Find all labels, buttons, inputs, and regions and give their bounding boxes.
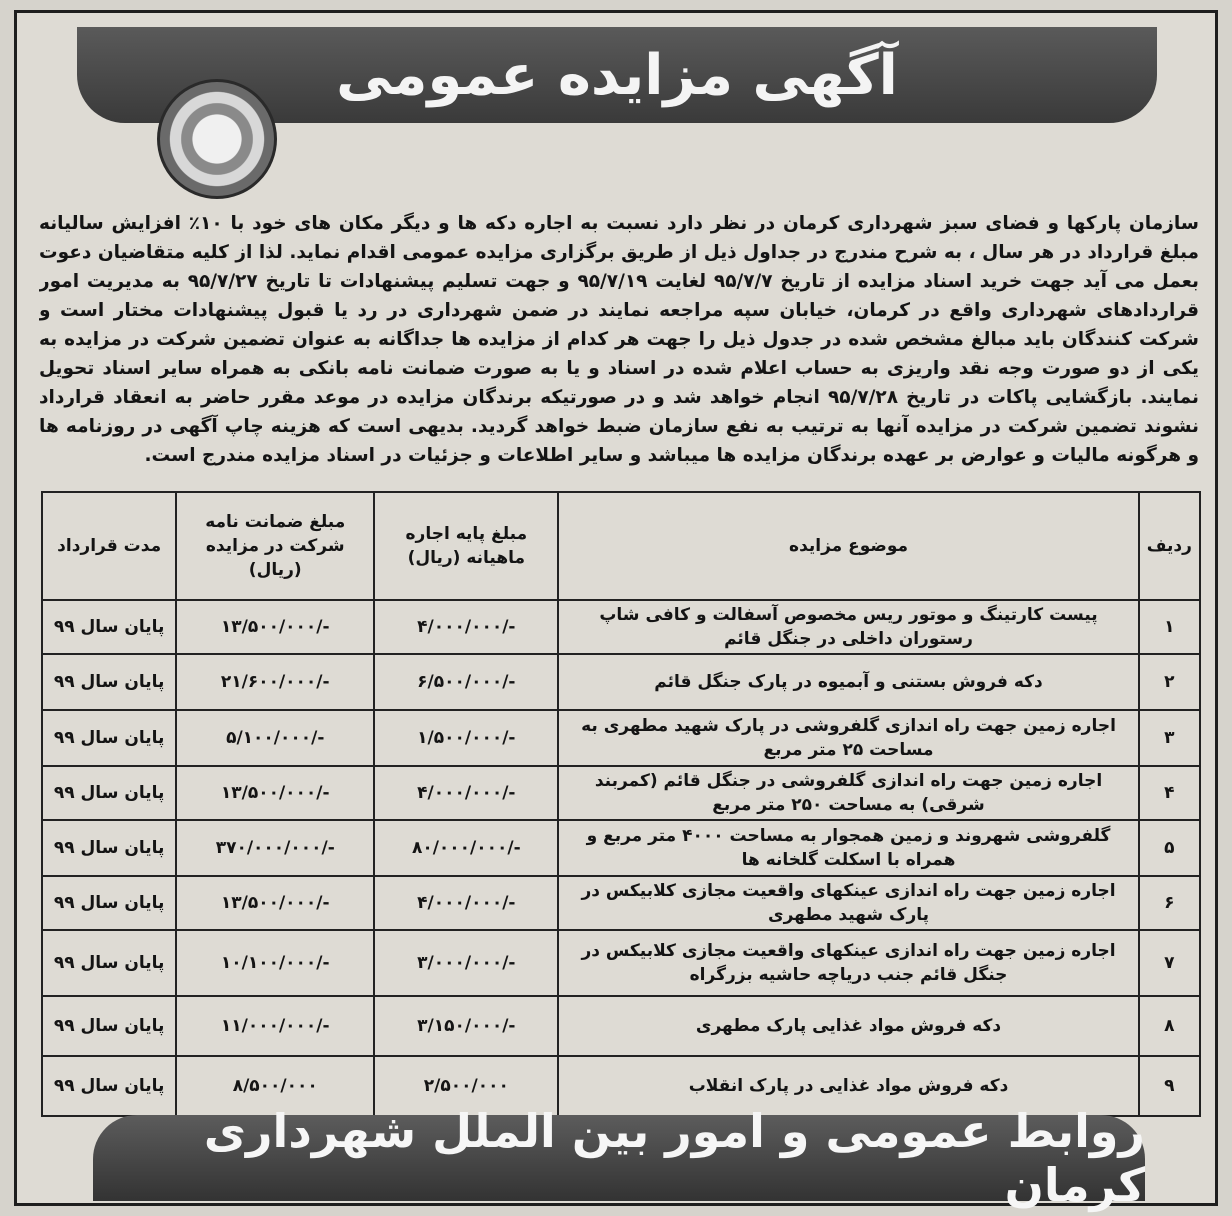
table-row — [42, 766, 1200, 820]
row-subject: اجاره زمین جهت راه اندازی گلفروشی در پارک شهید مطهری به مساحت ۲۵ متر مربع — [558, 710, 1138, 766]
ad-title: آگهی مزایده عمومی — [336, 42, 898, 108]
row-number: ۴ — [1139, 766, 1200, 820]
row-base-rent: ۳/۱۵۰/۰۰۰/- — [374, 996, 558, 1056]
row-guarantee: ۱۳/۵۰۰/۰۰۰/- — [176, 876, 374, 930]
table-row — [42, 654, 1200, 710]
row-duration: پایان سال ۹۹ — [42, 654, 176, 710]
row-guarantee: ۸/۵۰۰/۰۰۰ — [176, 1056, 374, 1116]
row-number: ۵ — [1139, 820, 1200, 876]
row-subject: اجاره زمین جهت راه اندازی عینکهای واقعیت مجازی کلابیکس در پارک شهید مطهری — [558, 876, 1138, 930]
row-duration: پایان سال ۹۹ — [42, 710, 176, 766]
table-header-row — [42, 492, 1200, 600]
row-guarantee: ۲۱/۶۰۰/۰۰۰/- — [176, 654, 374, 710]
row-guarantee: ۵/۱۰۰/۰۰۰/- — [176, 710, 374, 766]
header-duration: مدت قرارداد — [42, 492, 176, 600]
newspaper-ad — [14, 10, 1218, 1212]
row-duration: پایان سال ۹۹ — [42, 820, 176, 876]
table-row — [42, 930, 1200, 996]
header-row-number: ردیف — [1139, 492, 1200, 600]
row-number: ۱ — [1139, 600, 1200, 654]
table-row — [42, 876, 1200, 930]
row-base-rent: ۶/۵۰۰/۰۰۰/- — [374, 654, 558, 710]
row-duration: پایان سال ۹۹ — [42, 876, 176, 930]
row-number: ۳ — [1139, 710, 1200, 766]
row-duration: پایان سال ۹۹ — [42, 766, 176, 820]
row-base-rent: ۱/۵۰۰/۰۰۰/- — [374, 710, 558, 766]
header-subject: موضوع مزایده — [558, 492, 1138, 600]
row-subject: اجاره زمین جهت راه اندازی عینکهای واقعیت مجازی کلابیکس در جنگل قائم جنب دریاچه حاشیه بزرگراه — [558, 930, 1138, 996]
row-base-rent: ۲/۵۰۰/۰۰۰ — [374, 1056, 558, 1116]
municipality-logo-icon — [157, 79, 277, 199]
footer-organization: روابط عمومی و امور بین الملل شهرداری کرمان — [203, 1104, 1145, 1212]
header-base-rent: مبلغ پایه اجاره ماهیانه (ریال) — [374, 492, 558, 600]
table-row — [42, 600, 1200, 654]
row-subject: دکه فروش مواد غذایی در پارک انقلاب — [558, 1056, 1138, 1116]
row-guarantee: ۳۷۰/۰۰۰/۰۰۰/- — [176, 820, 374, 876]
header-guarantee: مبلغ ضمانت نامه شرکت در مزایده (ریال) — [176, 492, 374, 600]
ad-body-text: سازمان پارکها و فضای سبز شهرداری کرمان در نظر دارد نسبت به اجاره دکه ها و دیگر مکان های خود با ۱۰٪ افزایش سالیانه مبلغ قرارداد در هر سال ، به شرح مندرج در جداول ذیل از طریق برگزاری مزایده عمومی اقدام نماید. لذا از کلیه متقاضیان دعوت بعمل می آید جهت خرید اسناد مزایده از تاریخ ۹۵/۷/۷ لغایت ۹۵/۷/۱۹ و جهت تسلیم پیشنهادات تا تاریخ ۹۵/۷/۲۷ به مدیریت امور قراردادهای شهرداری واقع در کرمان، خیابان سپه مراجعه نمایند در ضمن شهرداری در رد یا قبول پیشنهادات مختار است و شرکت کنندگان باید مبالغ مشخص شده در جدول ذیل را جهت هر کدام از مزایده ها جداگانه به عنوان تضمین شرکت در مزایده به یکی از دو صورت وجه نقد واریزی به حساب اعلام شده در اسناد و یا به صورت ضمانت نامه بانکی به همراه سایر اسناد تحویل نمایند. بازگشایی پاکات در تاریخ ۹۵/۷/۲۸ انجام خواهد شد و در صورتیکه برندگان مزایده در موعد مقرر حاضر به انعقاد قرارداد نشوند تضمین شرکت در مزایده آنها به ترتیب به نفع سازمان ضبط خواهد گردید. بدیهی است که هزینه چاپ آگهی در روزنامه ها و هرگونه مالیات و عوارض بر عهده برندگان مزایده ها میباشد و سایر اطلاعات و جزئیات در اسناد مزایده مندرج است. — [39, 213, 1199, 466]
auction-table — [41, 491, 1201, 1117]
row-base-rent: ۸۰/۰۰۰/۰۰۰/- — [374, 820, 558, 876]
table-row — [42, 820, 1200, 876]
row-number: ۷ — [1139, 930, 1200, 996]
row-duration: پایان سال ۹۹ — [42, 600, 176, 654]
footer-banner — [93, 1104, 1145, 1212]
row-duration: پایان سال ۹۹ — [42, 930, 176, 996]
row-subject: پیست کارتینگ و موتور ریس مخصوص آسفالت و کافی شاپ رستوران داخلی در جنگل قائم — [558, 600, 1138, 654]
row-base-rent: ۴/۰۰۰/۰۰۰/- — [374, 876, 558, 930]
row-base-rent: ۴/۰۰۰/۰۰۰/- — [374, 600, 558, 654]
row-duration: پایان سال ۹۹ — [42, 996, 176, 1056]
row-subject: گلفروشی شهروند و زمین همجوار به مساحت ۴۰۰۰ متر مربع و همراه با اسکلت گلخانه ها — [558, 820, 1138, 876]
row-guarantee: ۱۳/۵۰۰/۰۰۰/- — [176, 600, 374, 654]
row-duration: پایان سال ۹۹ — [42, 1056, 176, 1116]
row-subject: دکه فروش بستنی و آبمیوه در پارک جنگل قائم — [558, 654, 1138, 710]
row-guarantee: ۱۱/۰۰۰/۰۰۰/- — [176, 996, 374, 1056]
row-number: ۶ — [1139, 876, 1200, 930]
row-guarantee: ۱۰/۱۰۰/۰۰۰/- — [176, 930, 374, 996]
row-subject: دکه فروش مواد غذایی پارک مطهری — [558, 996, 1138, 1056]
table-row — [42, 996, 1200, 1056]
row-base-rent: ۳/۰۰۰/۰۰۰/- — [374, 930, 558, 996]
row-number: ۲ — [1139, 654, 1200, 710]
row-subject: اجاره زمین جهت راه اندازی گلفروشی در جنگل قائم (کمربند شرقی) به مساحت ۲۵۰ متر مربع — [558, 766, 1138, 820]
row-number: ۸ — [1139, 996, 1200, 1056]
row-number: ۹ — [1139, 1056, 1200, 1116]
row-guarantee: ۱۳/۵۰۰/۰۰۰/- — [176, 766, 374, 820]
row-base-rent: ۴/۰۰۰/۰۰۰/- — [374, 766, 558, 820]
table-row — [42, 710, 1200, 766]
